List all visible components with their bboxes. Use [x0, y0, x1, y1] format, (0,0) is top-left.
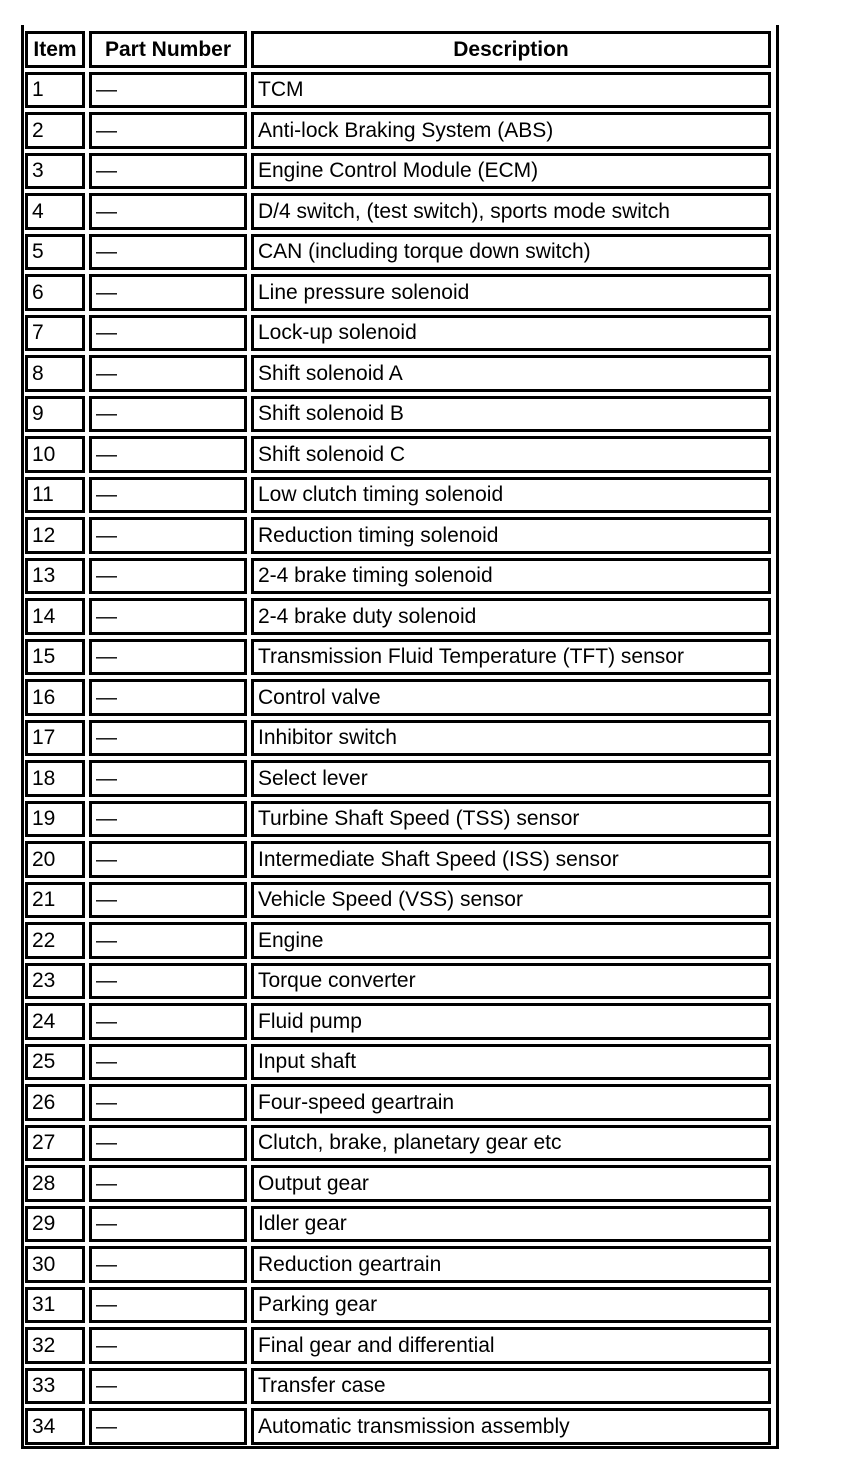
- part-number-cell: —: [89, 517, 247, 554]
- part-number-cell: —: [89, 153, 247, 190]
- table-row: [25, 1206, 771, 1243]
- table-row: [25, 679, 771, 716]
- part-number-cell: —: [89, 234, 247, 271]
- part-number-cell: —: [89, 760, 247, 797]
- part-number-cell: —: [89, 720, 247, 757]
- description-cell: Anti-lock Braking System (ABS): [251, 112, 771, 149]
- item-cell: 1: [25, 72, 85, 109]
- item-cell: 4: [25, 193, 85, 230]
- item-cell: 23: [25, 963, 85, 1000]
- description-cell: Vehicle Speed (VSS) sensor: [251, 882, 771, 919]
- item-cell: 19: [25, 801, 85, 838]
- table-row: [25, 112, 771, 149]
- part-number-cell: —: [89, 882, 247, 919]
- item-cell: 24: [25, 1003, 85, 1040]
- description-cell: Engine: [251, 922, 771, 959]
- description-cell: TCM: [251, 72, 771, 109]
- part-number-cell: —: [89, 355, 247, 392]
- table-row: [25, 355, 771, 392]
- table-body: [25, 72, 771, 1445]
- table-row: [25, 1246, 771, 1283]
- description-cell: 2-4 brake timing solenoid: [251, 558, 771, 595]
- part-number-cell: —: [89, 598, 247, 635]
- part-number-cell: —: [89, 112, 247, 149]
- item-cell: 25: [25, 1044, 85, 1081]
- item-cell: 5: [25, 234, 85, 271]
- table-header-row: [25, 31, 771, 68]
- part-number-cell: —: [89, 801, 247, 838]
- part-number-cell: —: [89, 1084, 247, 1121]
- part-number-cell: —: [89, 193, 247, 230]
- description-cell: CAN (including torque down switch): [251, 234, 771, 271]
- item-cell: 10: [25, 436, 85, 473]
- description-cell: Engine Control Module (ECM): [251, 153, 771, 190]
- table-row: [25, 396, 771, 433]
- description-cell: Automatic transmission assembly: [251, 1408, 771, 1445]
- item-cell: 9: [25, 396, 85, 433]
- description-cell: Fluid pump: [251, 1003, 771, 1040]
- item-cell: 21: [25, 882, 85, 919]
- description-cell: Final gear and differential: [251, 1327, 771, 1364]
- table-row: [25, 760, 771, 797]
- item-cell: 33: [25, 1368, 85, 1405]
- item-cell: 34: [25, 1408, 85, 1445]
- description-cell: Intermediate Shaft Speed (ISS) sensor: [251, 841, 771, 878]
- item-cell: 8: [25, 355, 85, 392]
- item-cell: 29: [25, 1206, 85, 1243]
- part-number-cell: —: [89, 274, 247, 311]
- part-number-cell: —: [89, 922, 247, 959]
- item-cell: 14: [25, 598, 85, 635]
- table-row: [25, 1287, 771, 1324]
- part-number-cell: —: [89, 679, 247, 716]
- description-cell: Clutch, brake, planetary gear etc: [251, 1125, 771, 1162]
- table-row: [25, 882, 771, 919]
- description-cell: Turbine Shaft Speed (TSS) sensor: [251, 801, 771, 838]
- item-cell: 31: [25, 1287, 85, 1324]
- description-cell: Line pressure solenoid: [251, 274, 771, 311]
- table-row: [25, 720, 771, 757]
- description-cell: Shift solenoid C: [251, 436, 771, 473]
- item-cell: 28: [25, 1165, 85, 1202]
- part-number-cell: —: [89, 315, 247, 352]
- part-number-cell: —: [89, 639, 247, 676]
- item-cell: 22: [25, 922, 85, 959]
- part-number-cell: —: [89, 396, 247, 433]
- header-part-number: Part Number: [89, 31, 247, 68]
- table-row: [25, 598, 771, 635]
- table-row: [25, 1368, 771, 1405]
- item-cell: 11: [25, 477, 85, 514]
- table-row: [25, 72, 771, 109]
- description-cell: Torque converter: [251, 963, 771, 1000]
- item-cell: 12: [25, 517, 85, 554]
- part-number-cell: —: [89, 436, 247, 473]
- table-row: [25, 1165, 771, 1202]
- item-cell: 26: [25, 1084, 85, 1121]
- table-row: [25, 963, 771, 1000]
- part-number-cell: —: [89, 558, 247, 595]
- part-number-cell: —: [89, 1165, 247, 1202]
- parts-table: [21, 27, 775, 1449]
- header-item: Item: [25, 31, 85, 68]
- description-cell: 2-4 brake duty solenoid: [251, 598, 771, 635]
- table-row: [25, 639, 771, 676]
- table-row: [25, 477, 771, 514]
- item-cell: 16: [25, 679, 85, 716]
- part-number-cell: —: [89, 1327, 247, 1364]
- header-description: Description: [251, 31, 771, 68]
- item-cell: 27: [25, 1125, 85, 1162]
- description-cell: Shift solenoid A: [251, 355, 771, 392]
- description-cell: Low clutch timing solenoid: [251, 477, 771, 514]
- part-number-cell: —: [89, 1125, 247, 1162]
- table-row: [25, 1084, 771, 1121]
- description-cell: Transfer case: [251, 1368, 771, 1405]
- description-cell: Input shaft: [251, 1044, 771, 1081]
- table-row: [25, 1125, 771, 1162]
- item-cell: 17: [25, 720, 85, 757]
- table-row: [25, 517, 771, 554]
- table-row: [25, 1044, 771, 1081]
- description-cell: Select lever: [251, 760, 771, 797]
- item-cell: 2: [25, 112, 85, 149]
- table-row: [25, 922, 771, 959]
- description-cell: Reduction geartrain: [251, 1246, 771, 1283]
- table-row: [25, 153, 771, 190]
- part-number-cell: —: [89, 963, 247, 1000]
- table-row: [25, 841, 771, 878]
- item-cell: 32: [25, 1327, 85, 1364]
- part-number-cell: —: [89, 1044, 247, 1081]
- description-cell: Four-speed geartrain: [251, 1084, 771, 1121]
- part-number-cell: —: [89, 1206, 247, 1243]
- table-row: [25, 436, 771, 473]
- table-row: [25, 234, 771, 271]
- description-cell: D/4 switch, (test switch), sports mode switch: [251, 193, 771, 230]
- table-row: [25, 558, 771, 595]
- part-number-cell: —: [89, 1003, 247, 1040]
- description-cell: Shift solenoid B: [251, 396, 771, 433]
- part-number-cell: —: [89, 1246, 247, 1283]
- description-cell: Idler gear: [251, 1206, 771, 1243]
- item-cell: 15: [25, 639, 85, 676]
- item-cell: 18: [25, 760, 85, 797]
- table-row: [25, 1003, 771, 1040]
- table-row: [25, 1327, 771, 1364]
- part-number-cell: —: [89, 1368, 247, 1405]
- item-cell: 7: [25, 315, 85, 352]
- table-row: [25, 801, 771, 838]
- description-cell: Parking gear: [251, 1287, 771, 1324]
- part-number-cell: —: [89, 477, 247, 514]
- item-cell: 20: [25, 841, 85, 878]
- description-cell: Control valve: [251, 679, 771, 716]
- description-cell: Transmission Fluid Temperature (TFT) sensor: [251, 639, 771, 676]
- description-cell: Output gear: [251, 1165, 771, 1202]
- description-cell: Inhibitor switch: [251, 720, 771, 757]
- item-cell: 13: [25, 558, 85, 595]
- item-cell: 3: [25, 153, 85, 190]
- part-number-cell: —: [89, 72, 247, 109]
- table-row: [25, 315, 771, 352]
- table-row: [25, 274, 771, 311]
- item-cell: 6: [25, 274, 85, 311]
- table-row: [25, 1408, 771, 1445]
- table-row: [25, 193, 771, 230]
- description-cell: Lock-up solenoid: [251, 315, 771, 352]
- item-cell: 30: [25, 1246, 85, 1283]
- part-number-cell: —: [89, 1287, 247, 1324]
- part-number-cell: —: [89, 1408, 247, 1445]
- part-number-cell: —: [89, 841, 247, 878]
- description-cell: Reduction timing solenoid: [251, 517, 771, 554]
